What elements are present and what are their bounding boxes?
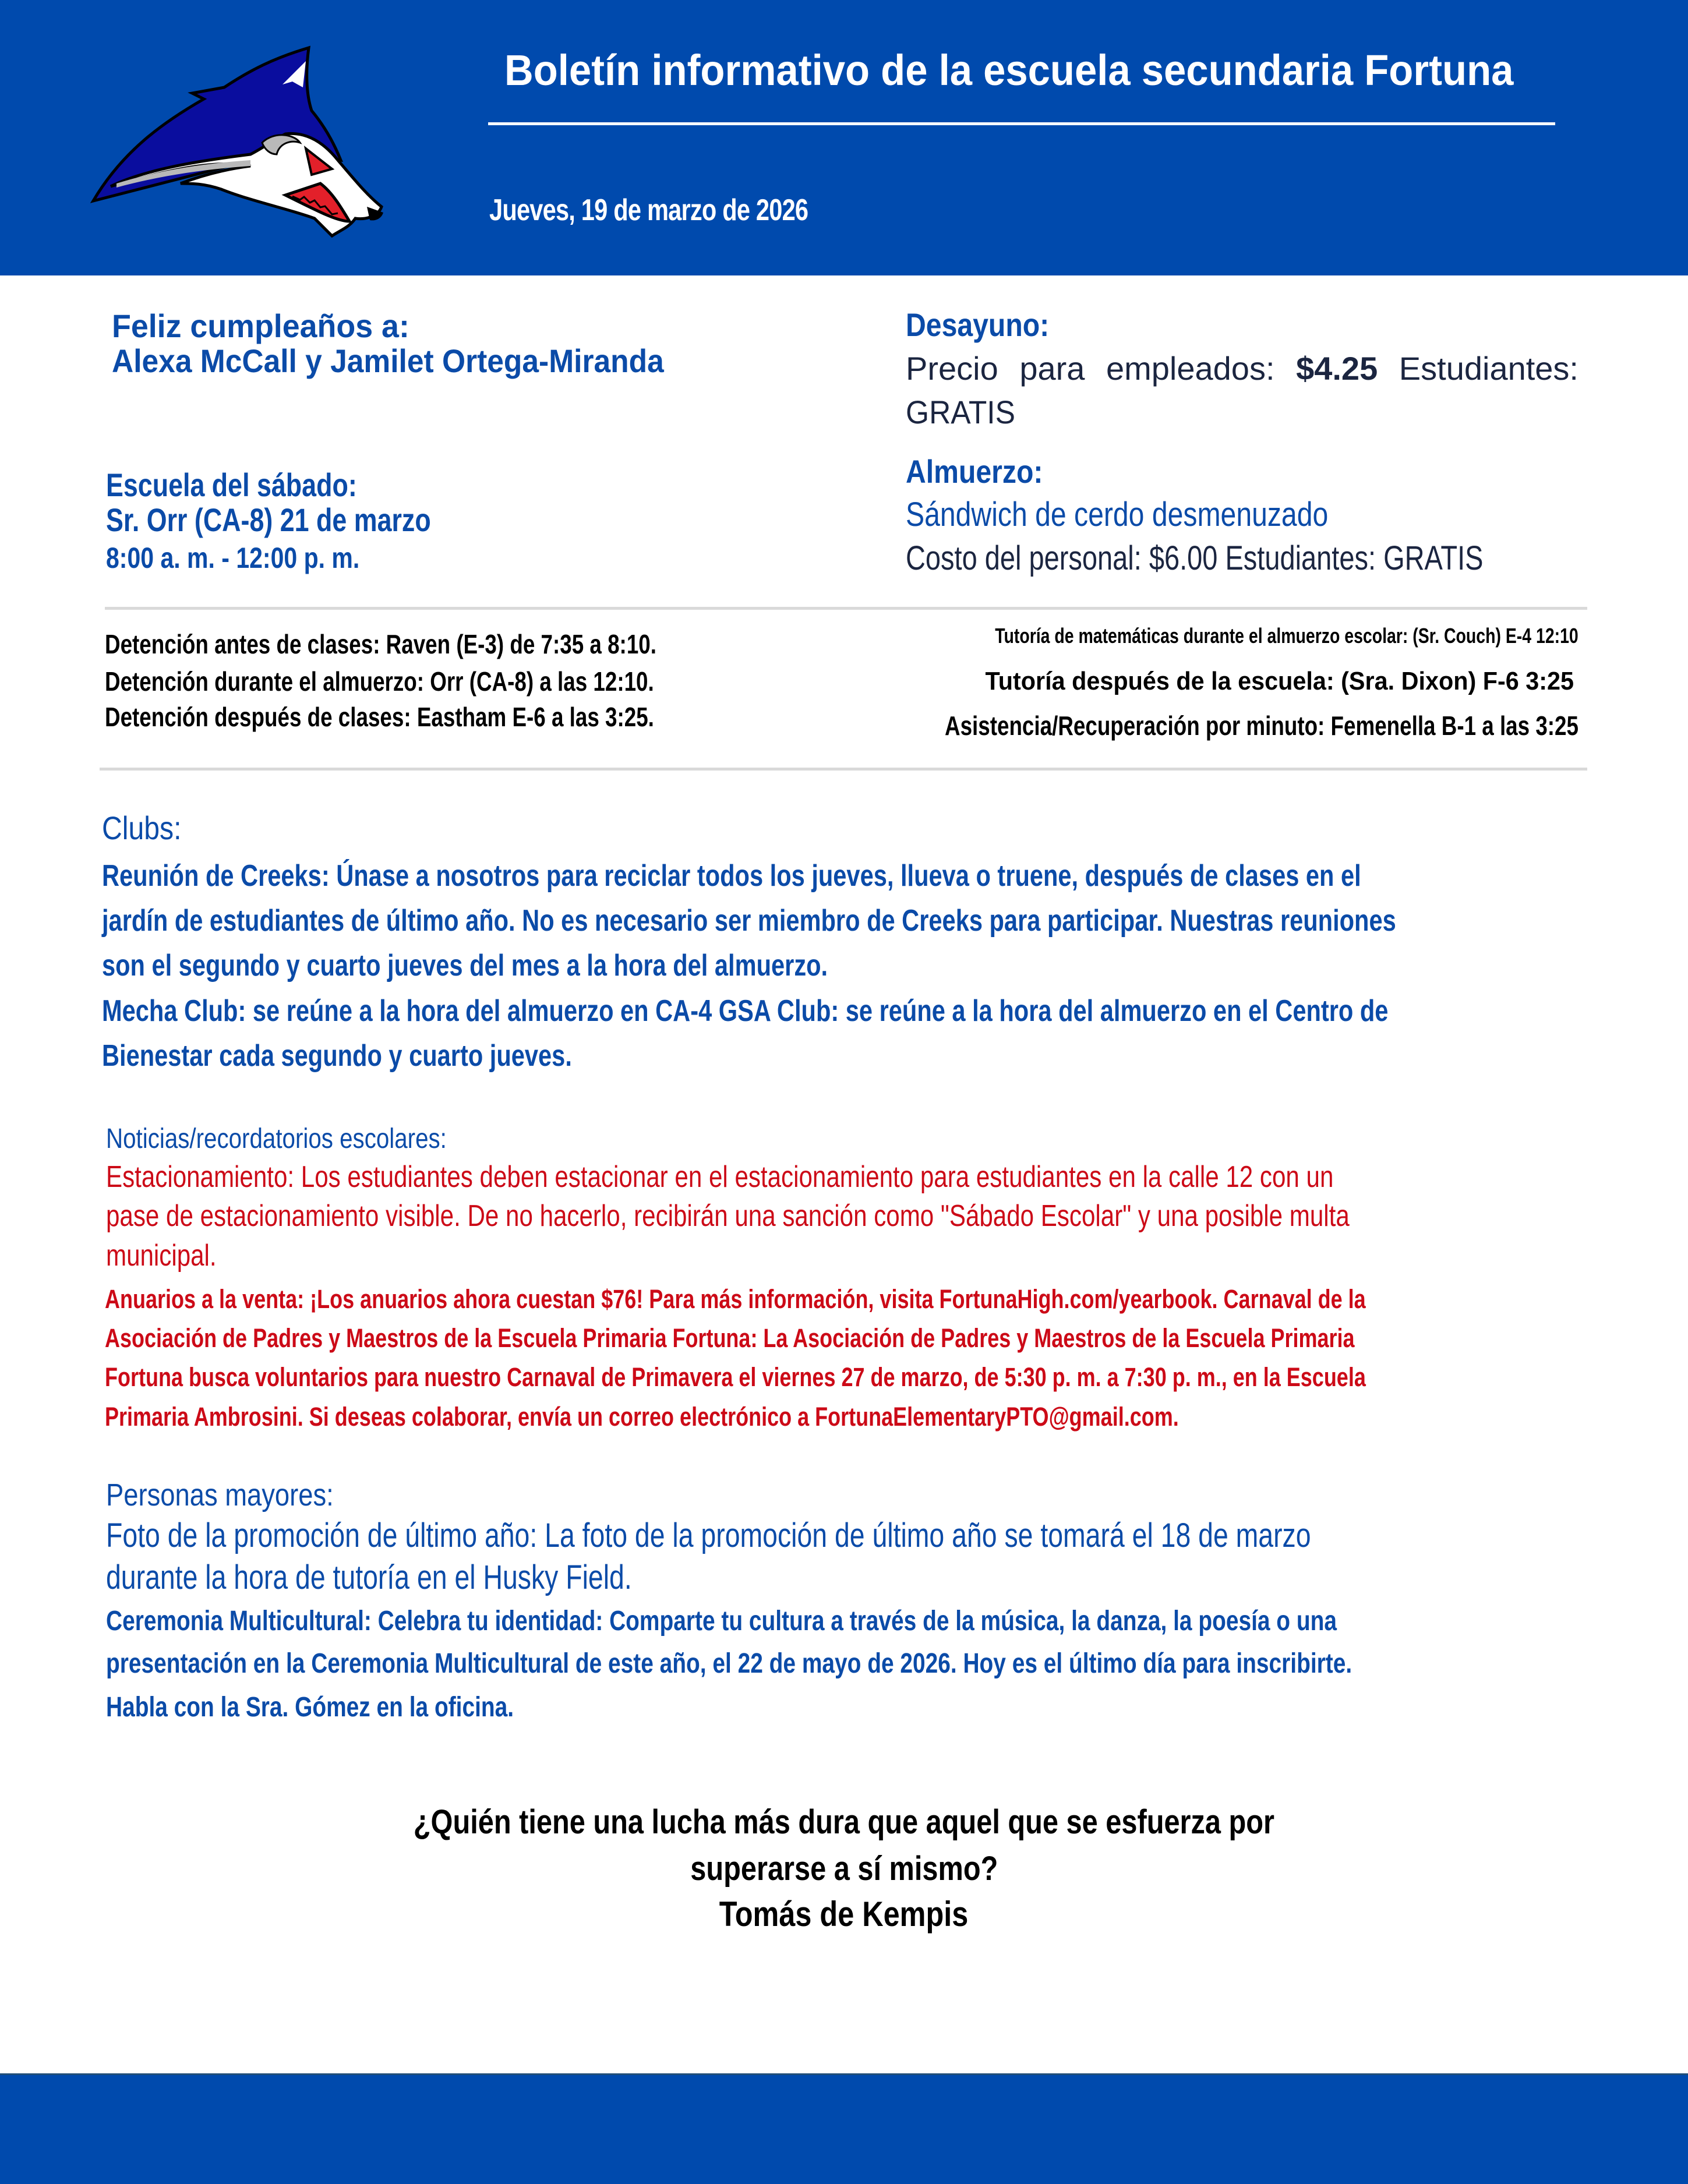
yearbook-notice-line: Primaria Ambrosini. Si deseas colaborar, envía un correo electrónico a FortunaElementaryPTO@gmail.com. [105, 1402, 1179, 1432]
quote-author: Tomás de Kempis [719, 1895, 969, 1934]
newsletter-header [0, 0, 1688, 275]
detention-after-school: Detención después de clases: Eastham E-6 a las 3:25. [105, 702, 654, 732]
ceremony-line: presentación en la Ceremonia Multicultural de este año, el 22 de mayo de 2026. Hoy es el último día para inscribirte. [106, 1648, 1352, 1679]
birthday-names: Alexa McCall y Jamilet Ortega-Miranda [112, 342, 664, 379]
parking-notice-line: Estacionamiento: Los estudiantes deben estacionar en el estacionamiento para estudiantes en la calle 12 con un [106, 1160, 1334, 1194]
breakfast-heading: Desayuno: [906, 306, 1050, 343]
quote-text: superarse a sí mismo? [690, 1850, 998, 1888]
news-heading: Noticias/recordatorios escolares: [106, 1123, 447, 1154]
ceremony-line: Habla con la Sra. Gómez en la oficina. [106, 1692, 514, 1723]
price-value: $4.25 [1296, 350, 1378, 387]
senior-photo-line: Foto de la promoción de último año: La foto de la promoción de último año se tomará el 18 de marzo [106, 1517, 1311, 1554]
newsletter-date: Jueves, 19 de marzo de 2026 [489, 193, 808, 227]
saturday-school-teacher: Sr. Orr (CA-8) 21 de marzo [106, 501, 431, 538]
section-divider [100, 768, 1587, 771]
after-school-tutoring: Tutoría después de la escuela: (Sra. Dixon) F-6 3:25 [985, 667, 1574, 695]
quote-line [0, 1852, 1688, 1886]
birthday-heading: Feliz cumpleaños a: [112, 308, 409, 344]
yearbook-notice-line: Fortuna busca voluntarios para nuestro Carnaval de Primavera el viernes 27 de marzo, de 5:30 p. m. a 7:30 p. m., en la Escuela [105, 1362, 1366, 1392]
lunch-item: Sándwich de cerdo desmenuzado [906, 496, 1329, 533]
price-word: Precio [906, 350, 998, 387]
yearbook-notice-line: Asociación de Padres y Maestros de la Escuela Primaria Fortuna: La Asociación de Padres y Maestros de la Escuela Primaria [105, 1323, 1355, 1353]
clubs-line: jardín de estudiantes de último año. No es necesario ser miembro de Creeks para participar. Nuestras reuniones [102, 904, 1396, 938]
clubs-line: Bienestar cada segundo y cuarto jueves. [102, 1039, 572, 1073]
parking-notice-line: pase de estacionamiento visible. De no hacerlo, recibirán una sanción como "Sábado Escolar" y una posible multa [106, 1199, 1350, 1233]
yearbook-notice-line: Anuarios a la venta: ¡Los anuarios ahora cuestan $76! Para más información, visita FortunaHigh.com/yearbook. Carnaval de la [105, 1284, 1366, 1314]
lunch-heading: Almuerzo: [906, 453, 1043, 490]
newsletter-title: Boletín informativo de la escuela secundaria Fortuna [504, 46, 1514, 94]
clubs-line: son el segundo y cuarto jueves del mes a la hora del almuerzo. [102, 949, 828, 983]
attendance-recovery: Asistencia/Recuperación por minuto: Femenella B-1 a las 3:25 [945, 711, 1578, 741]
saturday-school-time: 8:00 a. m. - 12:00 p. m. [106, 542, 360, 574]
section-divider [105, 607, 1587, 610]
newsletter-footer [0, 2073, 1688, 2184]
breakfast-students-price: GRATIS [906, 394, 1015, 430]
breakfast-staff-price [906, 352, 1578, 385]
parking-notice-line: municipal. [106, 1239, 217, 1273]
detention-lunch: Detención durante el almuerzo: Orr (CA-8) a las 12:10. [105, 666, 654, 697]
quote-author-line [0, 1897, 1688, 1932]
price-word: Estudiantes: [1399, 350, 1578, 387]
header-divider [488, 122, 1555, 125]
clubs-line: Reunión de Creeks: Únase a nosotros para reciclar todos los jueves, llueva o truene, después de clases en el [102, 859, 1361, 893]
saturday-school-heading: Escuela del sábado: [106, 467, 357, 503]
price-word: empleados: [1106, 350, 1275, 387]
price-word: para [1019, 350, 1085, 387]
clubs-heading: Clubs: [102, 810, 182, 846]
quote-line [0, 1805, 1688, 1839]
detention-before-school: Detención antes de clases: Raven (E-3) de 7:35 a 8:10. [105, 629, 656, 659]
senior-photo-line: durante la hora de tutoría en el Husky Field. [106, 1559, 632, 1596]
ceremony-line: Ceremonia Multicultural: Celebra tu identidad: Comparte tu cultura a través de la música, la danza, la poesía o una [106, 1606, 1337, 1637]
lunch-cost: Costo del personal: $6.00 Estudiantes: GRATIS [906, 539, 1484, 577]
seniors-heading: Personas mayores: [106, 1478, 334, 1512]
clubs-line: Mecha Club: se reúne a la hora del almuerzo en CA-4 GSA Club: se reúne a la hora del almuerzo en el Centro de [102, 994, 1389, 1028]
quote-text: ¿Quién tiene una lucha más dura que aquel que se esfuerza por [413, 1803, 1275, 1841]
husky-logo-icon [76, 35, 390, 245]
math-tutoring: Tutoría de matemáticas durante el almuerzo escolar: (Sr. Couch) E-4 12:10 [995, 624, 1578, 648]
